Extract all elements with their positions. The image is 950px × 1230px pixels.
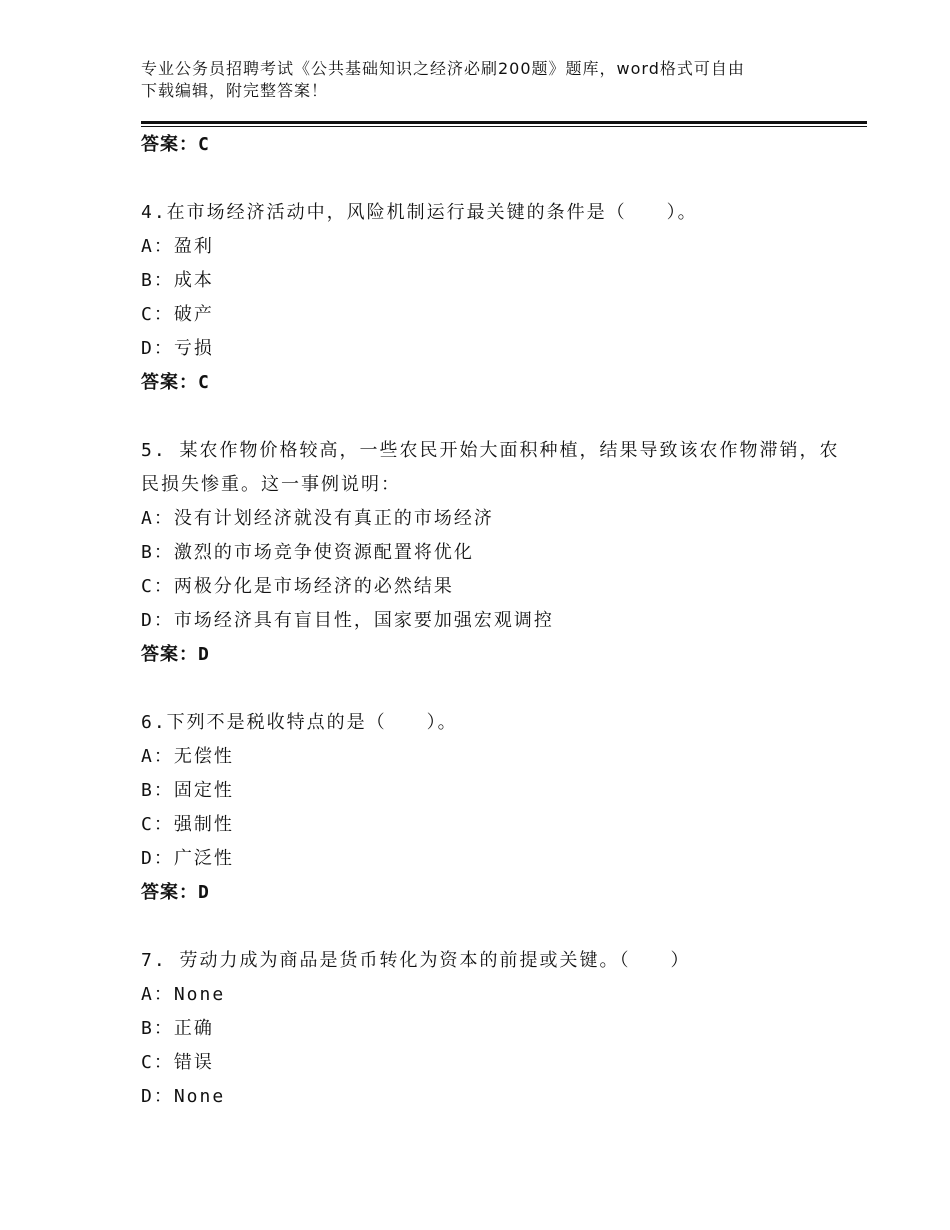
question-answer: 答案：C xyxy=(141,372,210,393)
option-c: C：两极分化是市场经济的必然结果 xyxy=(141,576,454,597)
spacer xyxy=(141,910,841,944)
header-rule-thick xyxy=(141,121,867,124)
question-7 xyxy=(141,944,841,1114)
previous-answer: 答案：C xyxy=(141,134,210,155)
option-a: A：盈利 xyxy=(141,236,214,257)
question-4 xyxy=(141,196,841,400)
option-d: D：None xyxy=(141,1086,226,1107)
option-a: A：None xyxy=(141,984,226,1005)
option-b: B：激烈的市场竞争使资源配置将优化 xyxy=(141,542,474,563)
option-d: D：亏损 xyxy=(141,338,214,359)
option-b: B：正确 xyxy=(141,1018,214,1039)
header-rule-thin xyxy=(141,126,867,127)
question-stem: 5. 某农作物价格较高，一些农民开始大面积种植，结果导致该农作物滞销，农民损失惨重。这一事例说明： xyxy=(141,440,840,495)
option-b: B：成本 xyxy=(141,270,214,291)
spacer xyxy=(141,162,841,196)
header-line-1: 专业公务员招聘考试《公共基础知识之经济必刷200题》题库，word格式可自由 xyxy=(141,59,745,78)
question-stem: 7. 劳动力成为商品是货币转化为资本的前提或关键。（ ） xyxy=(141,950,691,971)
option-c: C：错误 xyxy=(141,1052,214,1073)
option-a: A：没有计划经济就没有真正的市场经济 xyxy=(141,508,494,529)
header-line-2: 下载编辑，附完整答案！ xyxy=(141,81,329,100)
spacer xyxy=(141,400,841,434)
option-c: C：强制性 xyxy=(141,814,234,835)
option-c: C：破产 xyxy=(141,304,214,325)
question-6 xyxy=(141,706,841,910)
question-answer: 答案：D xyxy=(141,882,210,903)
option-d: D：市场经济具有盲目性，国家要加强宏观调控 xyxy=(141,610,554,631)
option-a: A：无偿性 xyxy=(141,746,234,767)
option-d: D：广泛性 xyxy=(141,848,234,869)
spacer xyxy=(141,672,841,706)
question-5 xyxy=(141,434,841,672)
question-stem: 6.下列不是税收特点的是（ ）。 xyxy=(141,712,458,733)
question-stem: 4.在市场经济活动中，风险机制运行最关键的条件是（ ）。 xyxy=(141,202,698,223)
option-b: B：固定性 xyxy=(141,780,234,801)
document-header xyxy=(141,58,821,102)
document-body xyxy=(141,128,841,1114)
question-answer: 答案：D xyxy=(141,644,210,665)
